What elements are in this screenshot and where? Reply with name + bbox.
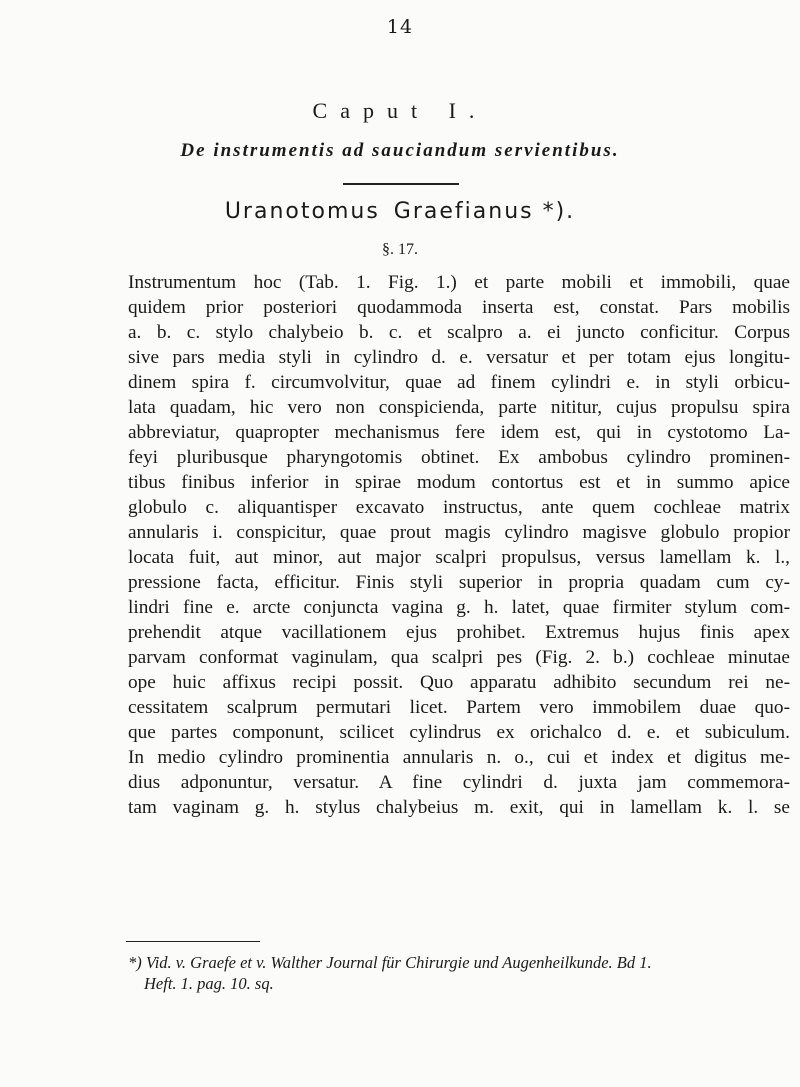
body-line: cessitatem scalprum permutari licet. Partem vero immobilem duae quo- [128, 697, 790, 718]
section-title-first: Uranotomus [224, 199, 380, 224]
footnote-line: *) Vid. v. Graefe et v. Walther Journal für Chirurgie und Augenheilkunde. Bd 1. [128, 953, 652, 972]
body-line: a. b. c. stylo chalybeio b. c. et scalpro a. ei juncto conficitur. Corpus [128, 322, 790, 343]
body-line: dinem spira f. circumvolvitur, quae ad finem cylindri e. in styli orbicu- [128, 372, 790, 393]
body-line: lata quadam, hic vero non conspicienda, parte nititur, cujus propulsu spira [128, 397, 790, 418]
body-text [128, 270, 790, 820]
section-title-second: Graefianus *). [393, 199, 576, 224]
body-line: pressione facta, efficitur. Finis styli superior in propria quadam cum cy- [128, 572, 790, 593]
body-line: prehendit atque vacillationem ejus prohibet. Extremus hujus finis apex [128, 622, 790, 643]
body-line: globulo c. aliquantisper excavato instructus, ante quem cochleae matrix [128, 497, 790, 518]
body-line: locata fuit, aut minor, aut major scalpri propulsus, versus lamellam k. l., [128, 547, 790, 568]
body-line: parvam conformat vaginulam, qua scalpri pes (Fig. 2. b.) cochleae minutae [128, 647, 790, 668]
chapter-heading: Caput I. [312, 98, 488, 123]
body-line: quidem prior posteriori quodammoda inserta est, constat. Pars mobilis [128, 297, 790, 318]
body-line: que partes componunt, scilicet cylindrus ex orichalco d. e. et subiculum. [128, 722, 790, 743]
body-line: tibus finibus inferior in spirae modum contortus est et in summo apice [128, 472, 790, 493]
body-line: abbreviatur, quapropter mechanismus fere idem est, qui in cystotomo La- [128, 422, 790, 443]
footnote-line: Heft. 1. pag. 10. sq. [144, 974, 274, 993]
title-rule [343, 183, 459, 185]
body-line: tam vaginam g. h. stylus chalybeius m. exit, qui in lamellam k. l. se [128, 797, 790, 818]
body-line: Instrumentum hoc (Tab. 1. Fig. 1.) et parte mobili et immobili, quae [128, 272, 790, 293]
section-title [0, 199, 800, 224]
chapter-subtitle: De instrumentis ad sauciandum servientibus. [180, 140, 620, 161]
body-line: ope huic affixus recipi possit. Quo apparatu adhibito secundum rei ne- [128, 672, 790, 693]
page-number: 14 [386, 16, 414, 38]
body-line: feyi pluribusque pharyngotomis obtinet. Ex ambobus cylindro prominen- [128, 447, 790, 468]
footnote [128, 952, 790, 994]
body-line: annularis i. conspicitur, quae prout magis cylindro magisve globulo propior [128, 522, 790, 543]
paragraph-number: §. 17. [382, 241, 418, 258]
body-line: dius adponuntur, versatur. A fine cylindri d. juxta jam commemora- [128, 772, 790, 793]
body-line: In medio cylindro prominentia annularis n. o., cui et index et digitus me- [128, 747, 790, 768]
body-line: lindri fine e. arcte conjuncta vagina g. h. latet, quae firmiter stylum com- [128, 597, 790, 618]
footnote-rule [126, 941, 260, 942]
body-line: sive pars media styli in cylindro d. e. versatur et per totam ejus longitu- [128, 347, 790, 368]
